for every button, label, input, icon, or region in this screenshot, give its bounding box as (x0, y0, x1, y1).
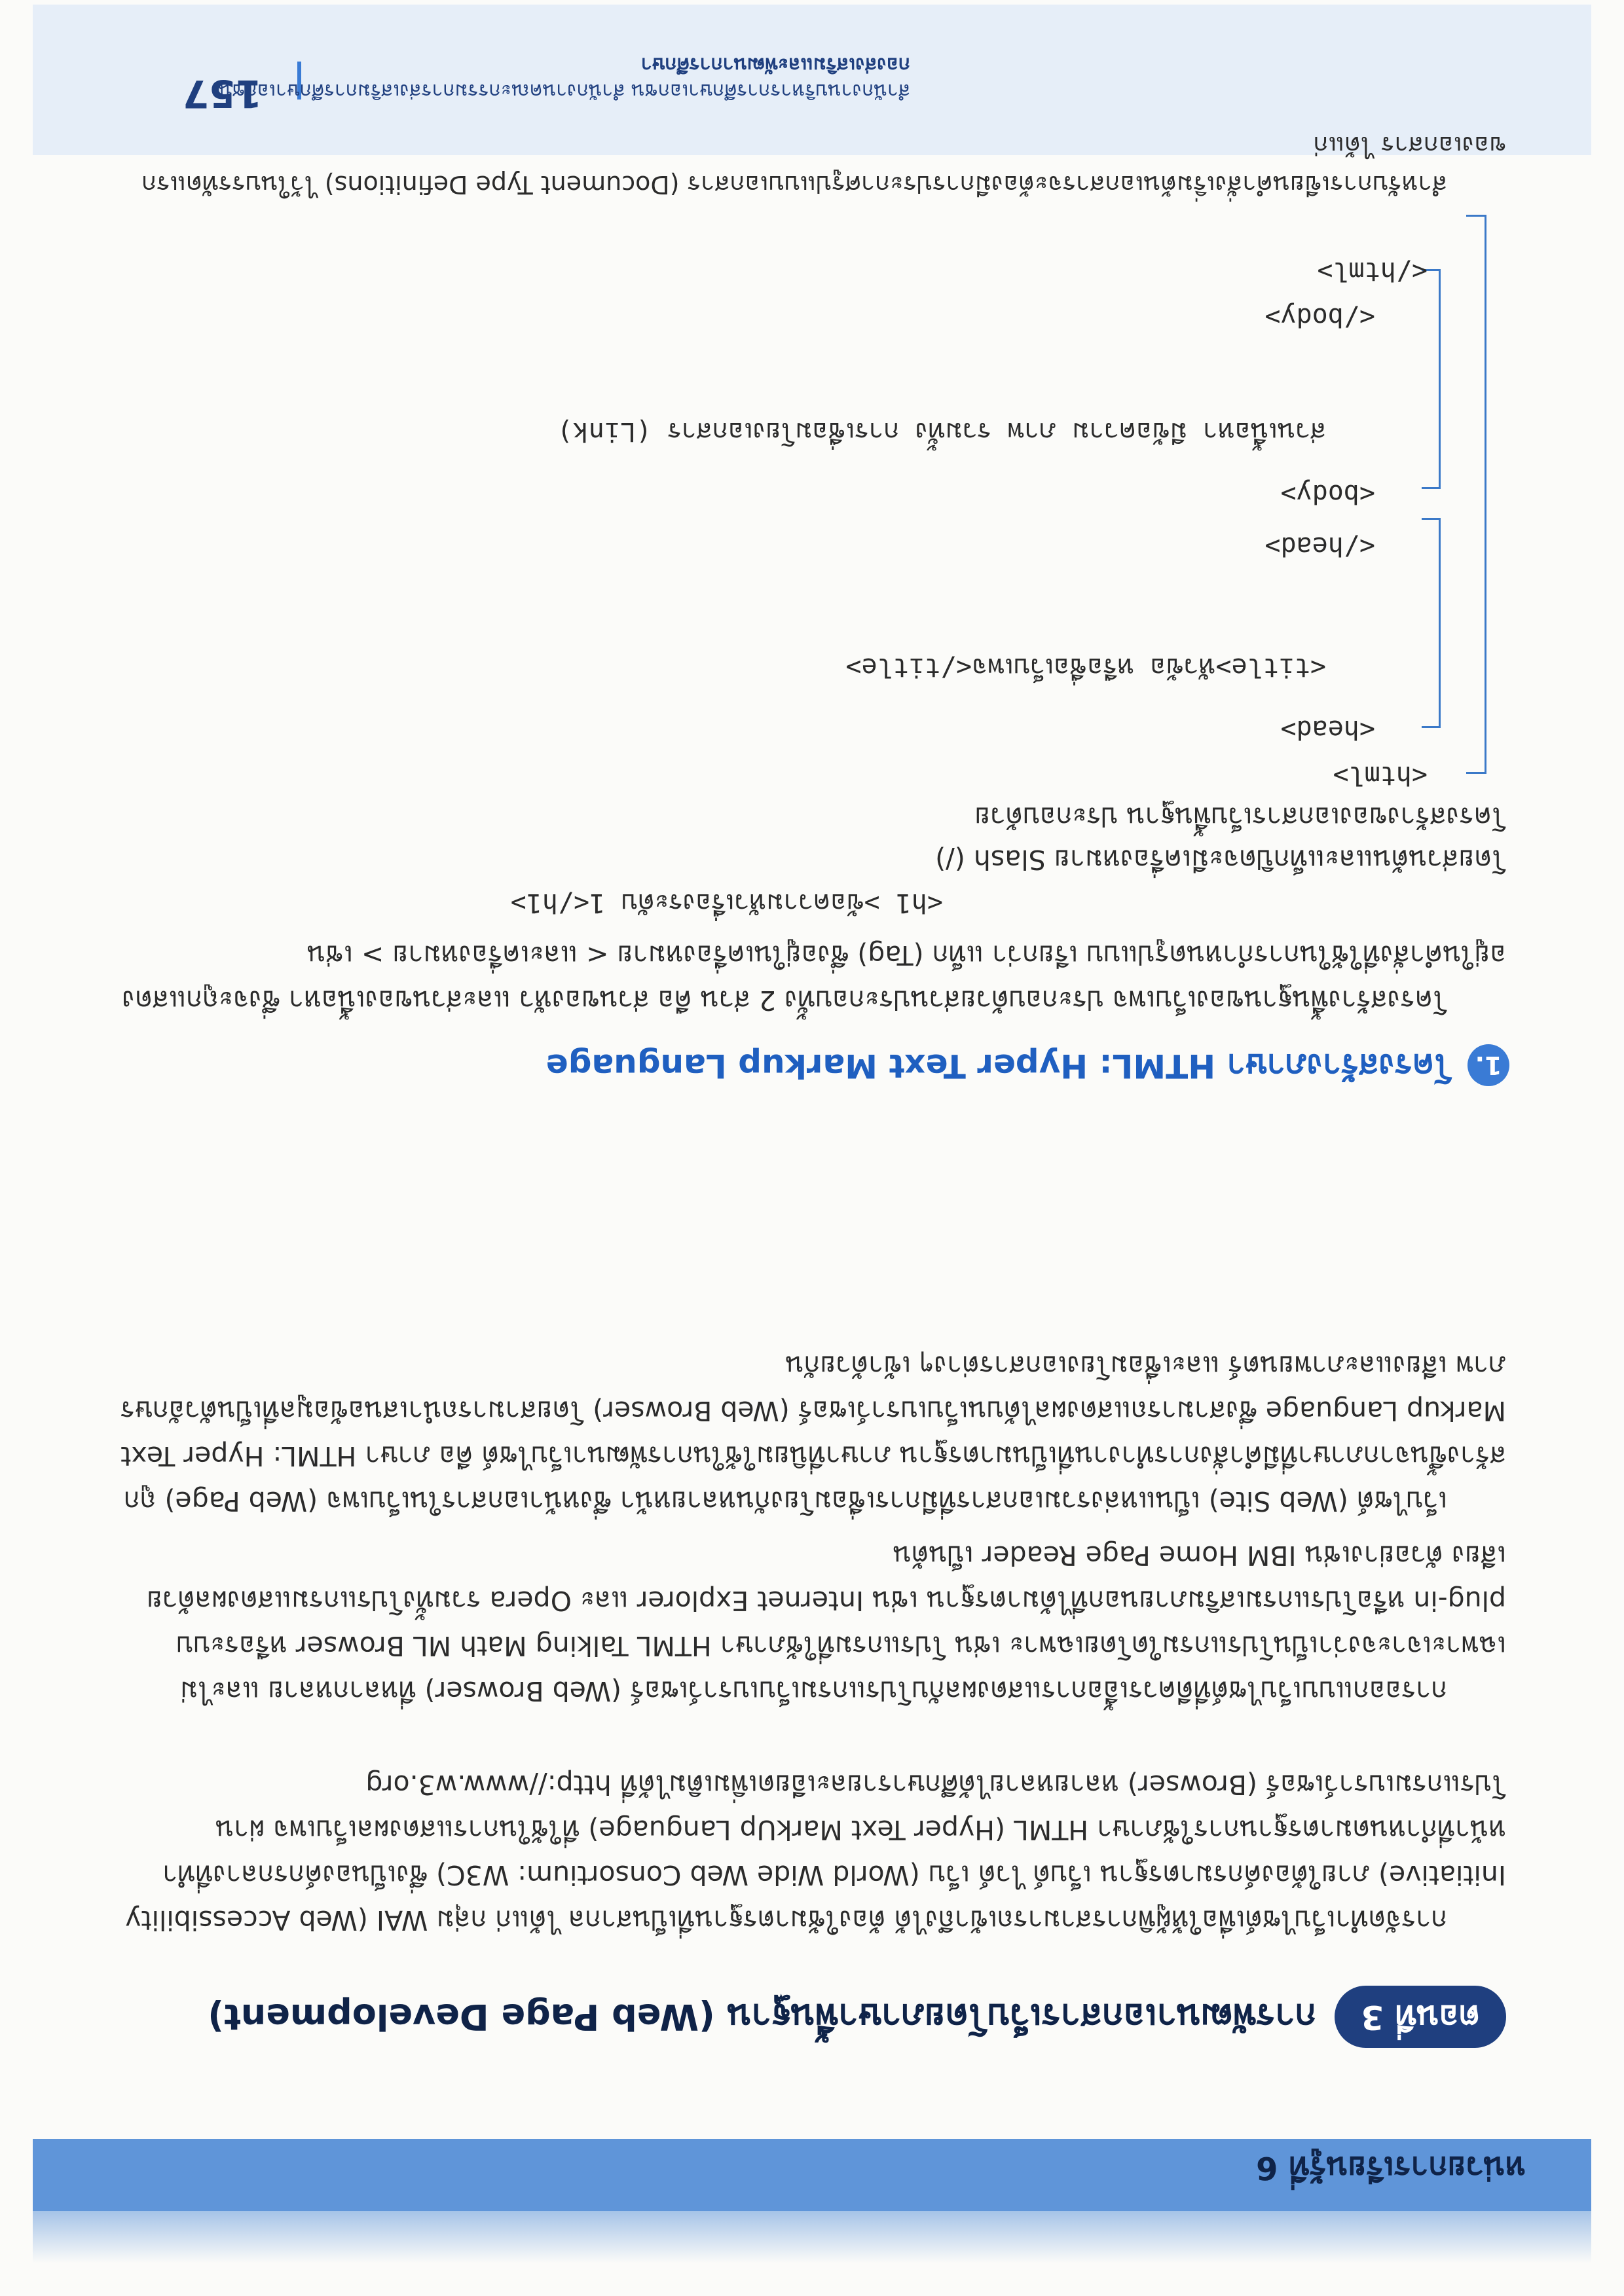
page-number: 157 (182, 71, 262, 116)
code-body-close: </body> (1264, 302, 1375, 332)
unit-label: หน่วยการเรียนรู้ที่ 6 (1256, 2149, 1526, 2186)
code-title-line: <title>หัวข้อ หรือชื่อเว็บเพจ</title> (845, 652, 1326, 682)
code-html-open: <html> (1333, 760, 1428, 790)
section-title: โครงสร้างภาษา HTML: Hyper Text Markup Language (545, 1047, 1452, 1085)
paragraph-slash-note: โดยส่วนต้นและแท็กปิดจะมีเครื่องหมาย Slash (/) (935, 844, 1506, 875)
footer-organization: สำนักงานบริหารการศึกษาเอกชน สำนักงานคณะกรรมการส่งเสริมการศึกษาเอกชน (218, 79, 910, 102)
step-title: การพัฒนาเอกสารเว็บโดยภาษาพื้นฐาน (Web Page Development) (208, 1996, 1317, 2037)
code-body-open: <body> (1280, 479, 1375, 509)
paragraph-website: เว็บไซต์ (Web Site) เป็นแหล่งรวมเอกสารที่มีการเชื่อมโยงกันหลายหน้า ซึ่งหน้าเอกสารในเว็บเพจ (Web Page) ถูกสร้างขึ้นจากภาษาที่มีคำสั่งการทำงานที่เป็นมาตรฐาน ภาษาที่นิยมใช้ในการพัฒนาเว็บไซต์ คือ ภาษา HTML: Hyper Text Markup Language ซึ่งสามารถแสดงผลได้บนเว็บเบราว์เซอร์ (Web Browser) โดยสามารถนำเสนอข้อมูลที่เป็นตัวอักษร ภาพ เสียงและภาพยนตร์ และเชื่อมโยงเอกสารต่างๆ เข้าด้วยกัน (120, 1350, 1506, 1517)
paragraph-accessibility: การจัดทำเว็บไซต์เพื่อให้ผู้พิการสามารถเข้าถึงได้ ต้องใช้มาตรฐานที่เป็นสากล ได้แก่ กลุ่ม WAI (Web Accessibility Initiative) ภายใต้องค์กรมาตรฐาน เว็บด์ ไวด์ เว็บ (World Wide Web Consortium: W3C) ซึ่งเป็นองค์กรกลางที่ทำหน้าที่กำหนดมาตรฐานการใช้ภาษา HTML (Hyper Text MarkUp Language) ที่ใช้ในการแสดงผลเว็บเพจ ผ่านโปรแกรมเบราว์เซอร์ (Browser) หลายหลายได้ศึกษารายละเอียดเพิ่มเติมได้ที่ http://www.w3.org (125, 1769, 1506, 1936)
paragraph-tag-intro: โครงสร้างพื้นฐานของเว็บเพจ ประกอบด้วยส่วนประกอบทั้ง 2 ส่วน คือ ส่วนของหัว และส่วนของเนื้อหา ซึ่งจะถูกแสดงอยู่ในคำสั่งที่ใช้ในการกำหนดรูปแบบ เรียกว่า แท็ก (Tag) ซึ่งอยู่ในเครื่องหมาย < และเครื่องหมาย > เช่น (122, 939, 1506, 1016)
paragraph-doctype-intro: สำหรับการเขียนคำสั่งเริ่มต้นเอกสารจะต้องมีการประกาศรูปแบบเอกสาร (Document Type Definitions) ไว้ในบรรทัดแรกของเอกสาร ได้แก่ (141, 131, 1506, 199)
step-badge: ตอนที่ 3 (1335, 1986, 1506, 2049)
section-number-badge: 1. (1467, 1045, 1509, 1087)
example-h1-tag: <h1 >ข้อความหัวเรื่องระดับ 1</h1> (510, 888, 943, 918)
code-head-open: <head> (1280, 714, 1375, 744)
code-body-content: ส่วนเนื้อหา มีข้อความ ภาพ รวมทั้ง การเชื่อมโยงเอกสาร (Link) (557, 416, 1326, 446)
footer-department: กองส่งเสริมและพัฒนาการศึกษา (640, 53, 910, 76)
paragraph-structure-intro: โครงสร้างของเอกสารเว็บพื้นฐาน ประกอบด้วย (974, 801, 1506, 833)
code-html-close: </html> (1317, 256, 1428, 286)
code-head-close: </head> (1264, 531, 1375, 561)
paragraph-browser: การออกแบบเว็บไซต์ที่ดีควรเอื้อการแสดงผลกับโปรแกรมเว็บเบราว์เซอร์ (Web Browser) ที่หลากหลาย และไม่เฉพาะเจาะจงว่าเป็นโปรแกรมใดโดยเฉพาะ เช่น โปรแกรมที่ใช้ภาษา HTML Talking Math ML Browser หรือระบบ plug-in หรือโปรแกรมเสริมภายนอกที่ได้มาตรฐาน เช่น Internet Explorer และ Opera รวมทั้งโปรแกรมแสดงผลด้วยเสียง ตัวอย่างเช่น IBM Home Page Reader เป็นต้น (147, 1540, 1506, 1707)
